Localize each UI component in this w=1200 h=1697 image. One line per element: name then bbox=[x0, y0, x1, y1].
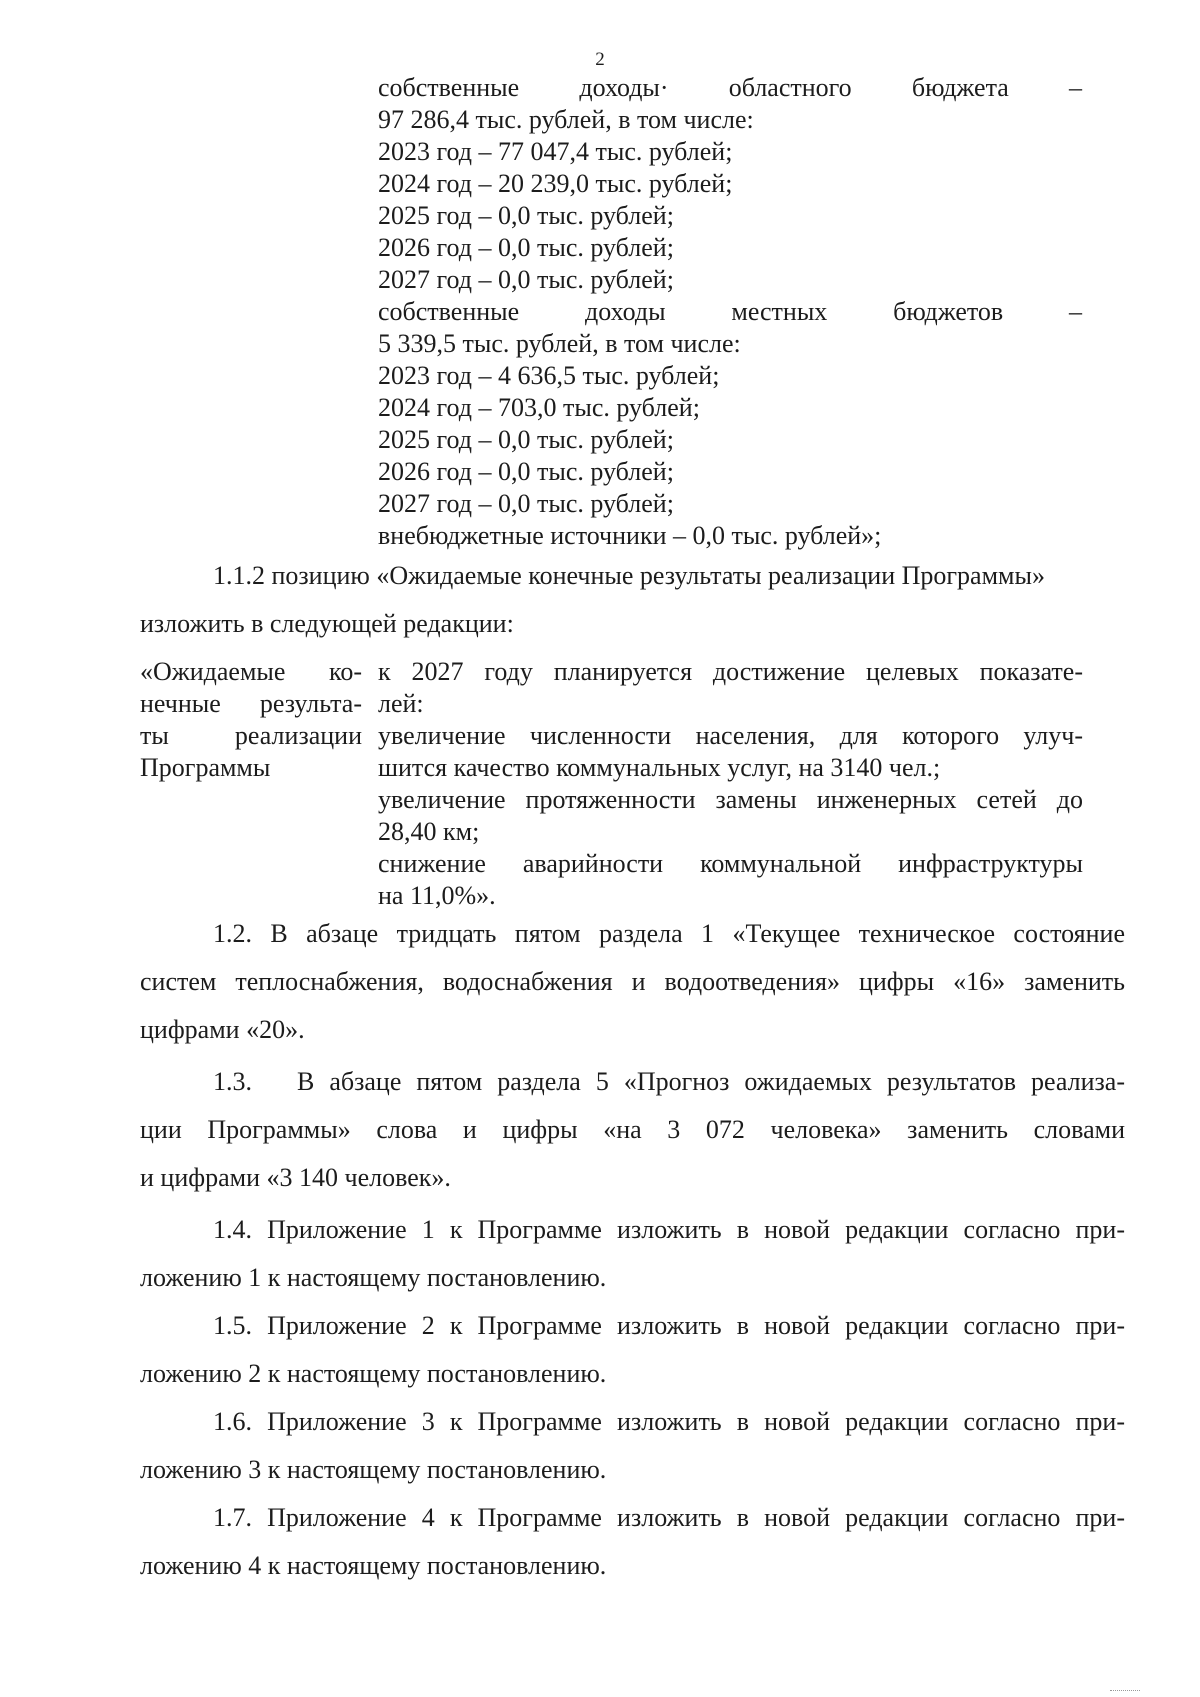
extrabudgetary-line: внебюджетные источники – 0,0 тыс. рублей»; bbox=[378, 521, 882, 550]
label-word: – bbox=[1069, 297, 1082, 326]
funding-block bbox=[378, 72, 1082, 552]
paragraph-line: 1.7. Приложение 4 к Программе изложить в новой редакции согласно при- bbox=[213, 1503, 1125, 1532]
content-line: увеличение протяженности замены инженерных сетей до bbox=[378, 785, 1083, 814]
label-line: Программы bbox=[140, 753, 271, 782]
label-word: доходы bbox=[585, 297, 666, 326]
local-year-line: 2023 год – 4 636,5 тыс. рублей; bbox=[378, 361, 720, 390]
paragraph-line: цифрами «20». bbox=[140, 1015, 305, 1044]
label-word: собственные bbox=[378, 297, 520, 326]
regional-budget-total: 97 286,4 тыс. рублей, в том числе: bbox=[378, 105, 754, 134]
label-word: доходы· bbox=[579, 73, 669, 102]
paragraph-1-1-2 bbox=[140, 552, 1125, 648]
label-word: бюджетов bbox=[893, 297, 1004, 326]
local-year-line: 2025 год – 0,0 тыс. рублей; bbox=[378, 425, 674, 454]
regional-year-line: 2024 год – 20 239,0 тыс. рублей; bbox=[378, 169, 733, 198]
label-word: местных bbox=[731, 297, 828, 326]
regional-year-line: 2026 год – 0,0 тыс. рублей; bbox=[378, 233, 674, 262]
paragraph-1-2 bbox=[140, 910, 1125, 1054]
paragraph-line: ложению 3 к настоящему постановлению. bbox=[140, 1455, 607, 1484]
page-number: 2 bbox=[595, 49, 605, 70]
paragraph-line: и цифрами «3 140 человек». bbox=[140, 1163, 451, 1192]
paragraph-line: 1.6. Приложение 3 к Программе изложить в новой редакции согласно при- bbox=[213, 1407, 1125, 1436]
local-year-line: 2027 год – 0,0 тыс. рублей; bbox=[378, 489, 674, 518]
local-budget-label bbox=[378, 296, 1082, 328]
paragraph-line: ложению 1 к настоящему постановлению. bbox=[140, 1263, 607, 1292]
label-line: «Ожидаемые ко- bbox=[140, 657, 362, 686]
paragraph-line: ложению 2 к настоящему постановлению. bbox=[140, 1359, 607, 1388]
scan-artifact bbox=[1110, 1690, 1140, 1697]
paragraph-1-7 bbox=[140, 1494, 1125, 1590]
paragraph-line: 1.1.2 позицию «Ожидаемые конечные результаты реализации Программы» bbox=[213, 561, 1045, 590]
content-line: к 2027 году планируется достижение целевых показате- bbox=[378, 657, 1083, 686]
content-line: 28,40 км; bbox=[378, 817, 480, 846]
label-word: областного bbox=[728, 73, 852, 102]
local-budget-total: 5 339,5 тыс. рублей, в том числе: bbox=[378, 329, 741, 358]
label-line: ты реализации bbox=[140, 721, 362, 750]
paragraph-1-4 bbox=[140, 1206, 1125, 1302]
content-line: на 11,0%». bbox=[378, 881, 496, 910]
paragraph-line: изложить в следующей редакции: bbox=[140, 609, 514, 638]
regional-year-line: 2023 год – 77 047,4 тыс. рублей; bbox=[378, 137, 733, 166]
paragraph-line: 1.5. Приложение 2 к Программе изложить в новой редакции согласно при- bbox=[213, 1311, 1125, 1340]
local-year-line: 2024 год – 703,0 тыс. рублей; bbox=[378, 393, 700, 422]
label-word: собственные bbox=[378, 73, 520, 102]
label-word: бюджета bbox=[911, 73, 1009, 102]
regional-year-line: 2027 год – 0,0 тыс. рублей; bbox=[378, 265, 674, 294]
local-year-line: 2026 год – 0,0 тыс. рублей; bbox=[378, 457, 674, 486]
content-line: шится качество коммунальных услуг, на 3140 чел.; bbox=[378, 753, 941, 782]
label-word: – bbox=[1069, 73, 1083, 102]
paragraph-line: ции Программы» слова и цифры «на 3 072 человека» заменить словами bbox=[140, 1115, 1125, 1144]
regional-budget-label bbox=[378, 72, 1082, 104]
content-line: лей: bbox=[378, 689, 424, 718]
content-line: увеличение численности населения, для которого улуч- bbox=[378, 721, 1083, 750]
paragraph-line: 1.3. В абзаце пятом раздела 5 «Прогноз ожидаемых результатов реализа- bbox=[213, 1067, 1125, 1096]
results-table-content bbox=[378, 656, 1083, 912]
paragraph-1-6 bbox=[140, 1398, 1125, 1494]
paragraph-line: 1.4. Приложение 1 к Программе изложить в новой редакции согласно при- bbox=[213, 1215, 1125, 1244]
content-line: снижение аварийности коммунальной инфраструктуры bbox=[378, 849, 1083, 878]
paragraph-line: 1.2. В абзаце тридцать пятом раздела 1 «Текущее техническое состояние bbox=[213, 919, 1125, 948]
regional-year-line: 2025 год – 0,0 тыс. рублей; bbox=[378, 201, 674, 230]
paragraph-line: систем теплоснабжения, водоснабжения и водоотведения» цифры «16» заменить bbox=[140, 967, 1125, 996]
paragraph-1-3 bbox=[140, 1058, 1125, 1202]
paragraph-line: ложению 4 к настоящему постановлению. bbox=[140, 1551, 607, 1580]
label-line: нечные результа- bbox=[140, 689, 362, 718]
paragraph-1-5 bbox=[140, 1302, 1125, 1398]
results-table-label bbox=[140, 656, 362, 784]
